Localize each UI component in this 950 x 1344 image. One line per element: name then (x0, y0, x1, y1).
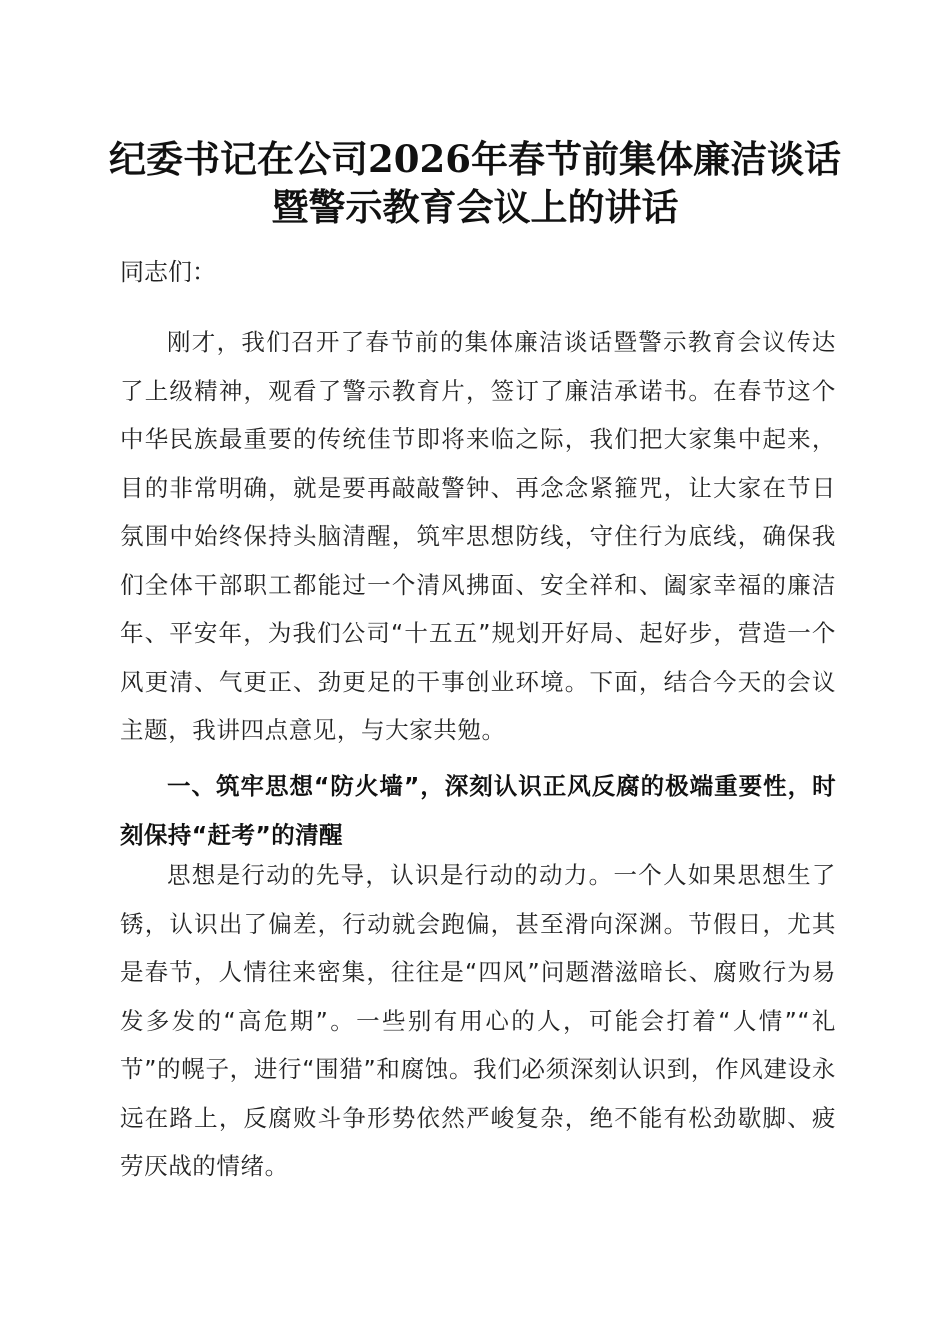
salutation: 同志们： (120, 258, 216, 286)
body-paragraph-1: 刚才，我们召开了春节前的集体廉洁谈话暨警示教育会议传达了上级精神，观看了警示教育片，签订了廉洁承诺书。在春节这个中华民族最重要的传统佳节即将来临之际，我们把大家集中起来，目的非常明确，就是要再敲敲警钟、再念念紧箍咒，让大家在节日氛围中始终保持头脑清醒，筑牢思想防线，守住行为底线，确保我们全体干部职工都能过一个清风拂面、安全祥和、阖家幸福的廉洁年、平安年，为我们公司“十五五”规划开好局、起好步，营造一个风更清、气更正、劲更足的干事创业环境。下面，结合今天的会议主题，我讲四点意见，与大家共勉。 (120, 328, 836, 744)
document-title-line-1: 纪委书记在公司2026年春节前集体廉洁谈话 (109, 137, 841, 181)
section-heading-1: 一、筑牢思想“防火墙”，深刻认识正风反腐的极端重要性，时刻保持“赶考”的清醒 (120, 772, 836, 849)
body-paragraph-2: 思想是行动的先导，认识是行动的动力。一个人如果思想生了锈，认识出了偏差，行动就会跑偏，甚至滑向深渊。节假日，尤其是春节，人情往来密集，往往是“四风”问题潜滋暗长、腐败行为易发多发的“高危期”。一些别有用心的人，可能会打着“人情”“礼节”的幌子，进行“围猎”和腐蚀。我们必须深刻认识到，作风建设永远在路上，反腐败斗争形势依然严峻复杂，绝不能有松劲歇脚、疲劳厌战的情绪。 (120, 861, 836, 1180)
document-title-line-2: 暨警示教育会议上的讲话 (271, 185, 679, 229)
